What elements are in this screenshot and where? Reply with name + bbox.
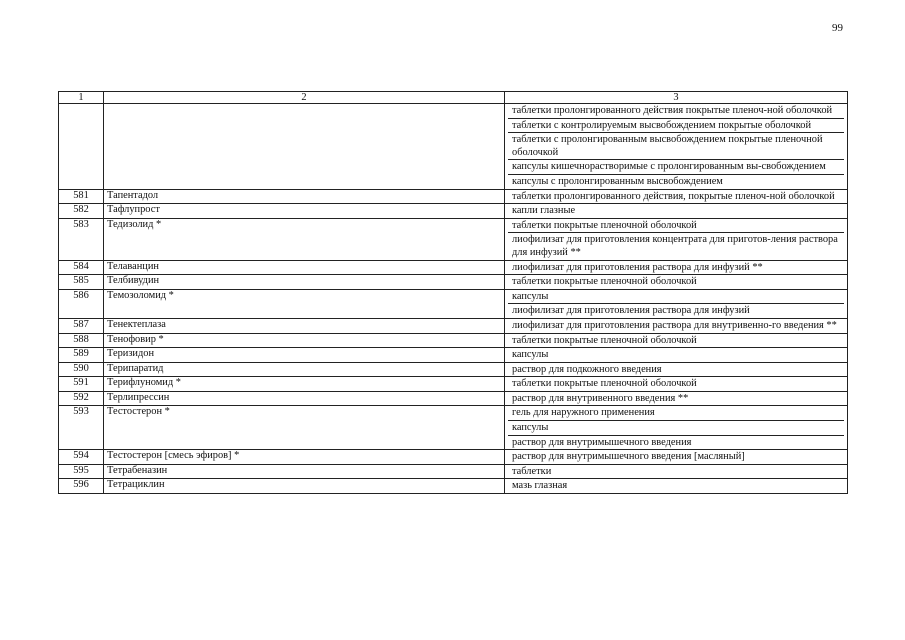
drug-name: Тестостерон * [104, 406, 505, 450]
row-number: 589 [59, 348, 104, 363]
table-row [59, 391, 848, 406]
table-header-row [59, 92, 848, 104]
dosage-forms [505, 104, 848, 190]
row-number: 584 [59, 260, 104, 275]
drug-name [104, 104, 505, 190]
dosage-forms [505, 348, 848, 363]
drug-name: Тестостерон [смесь эфиров] * [104, 450, 505, 465]
table-row [59, 464, 848, 479]
dosage-form: раствор для внутримышечного введения [масляный] [512, 451, 745, 463]
dosage-form: лиофилизат для приготовления концентрата для приготов-ления раствора для инфузий ** [508, 232, 844, 259]
drug-name: Телбивудин [104, 275, 505, 290]
dosage-forms [505, 204, 848, 219]
dosage-forms [505, 377, 848, 392]
table-row [59, 377, 848, 392]
row-number: 592 [59, 391, 104, 406]
dosage-forms [505, 260, 848, 275]
drug-name: Теризидон [104, 348, 505, 363]
row-number: 581 [59, 189, 104, 204]
dosage-form: таблетки покрытые пленочной оболочкой [512, 219, 697, 231]
dosage-form: таблетки с пролонгированным высвобождением покрытые пленочной оболочкой [508, 132, 844, 159]
dosage-forms [505, 275, 848, 290]
dosage-forms [505, 479, 848, 494]
column-header-number: 1 [59, 92, 104, 104]
drug-name: Телаванцин [104, 260, 505, 275]
dosage-forms [505, 289, 848, 318]
dosage-form: таблетки покрытые пленочной оболочкой [512, 276, 697, 288]
row-number: 595 [59, 464, 104, 479]
dosage-forms [505, 406, 848, 450]
dosage-forms [505, 318, 848, 333]
dosage-form: таблетки [512, 465, 552, 477]
dosage-form: гель для наружного применения [512, 407, 655, 419]
drug-name: Тапентадол [104, 189, 505, 204]
table-row [59, 275, 848, 290]
drug-name: Темозоломид * [104, 289, 505, 318]
row-number: 590 [59, 362, 104, 377]
dosage-form: таблетки пролонгированного действия покрытые пленоч-ной оболочкой [512, 105, 833, 116]
table-row [59, 204, 848, 219]
dosage-form: раствор для внутривенного введения ** [512, 392, 689, 404]
row-number: 585 [59, 275, 104, 290]
drug-name: Терлипрессин [104, 391, 505, 406]
table-row [59, 362, 848, 377]
table-row [59, 104, 848, 190]
table-row [59, 218, 848, 260]
column-header-form: 3 [505, 92, 848, 104]
drug-table [58, 91, 848, 494]
drug-name: Терифлуномид * [104, 377, 505, 392]
dosage-form: раствор для подкожного введения [512, 363, 662, 375]
row-number: 594 [59, 450, 104, 465]
dosage-forms [505, 362, 848, 377]
table-row [59, 333, 848, 348]
dosage-form: лиофилизат для приготовления раствора для внутривенно-го введения ** [512, 319, 837, 331]
dosage-form: таблетки пролонгированного действия, покрытые пленоч-ной оболочкой [512, 190, 835, 202]
table-row [59, 260, 848, 275]
table-row [59, 406, 848, 450]
dosage-form: лиофилизат для приготовления раствора для инфузий [508, 303, 844, 318]
table-row [59, 348, 848, 363]
table-row [59, 479, 848, 494]
dosage-form: капсулы [508, 420, 844, 435]
drug-name: Тенофовир * [104, 333, 505, 348]
row-number: 586 [59, 289, 104, 318]
dosage-forms [505, 333, 848, 348]
dosage-form: мазь глазная [512, 480, 568, 492]
dosage-form: раствор для внутримышечного введения [508, 435, 844, 450]
column-header-name: 2 [104, 92, 505, 104]
table-row [59, 318, 848, 333]
drug-name: Тедизолид * [104, 218, 505, 260]
row-number [59, 104, 104, 190]
row-number: 596 [59, 479, 104, 494]
table-row [59, 189, 848, 204]
drug-name: Тетрациклин [104, 479, 505, 494]
row-number: 593 [59, 406, 104, 450]
dosage-form: таблетки покрытые пленочной оболочкой [512, 378, 697, 390]
dosage-form: таблетки с контролируемым высвобождением покрытые оболочкой [508, 118, 844, 133]
table-row [59, 450, 848, 465]
drug-name: Тетрабеназин [104, 464, 505, 479]
table-body [59, 104, 848, 494]
dosage-forms [505, 391, 848, 406]
drug-name: Тафлупрост [104, 204, 505, 219]
dosage-form: капли глазные [512, 205, 576, 217]
dosage-form: таблетки покрытые пленочной оболочкой [512, 334, 697, 346]
row-number: 587 [59, 318, 104, 333]
dosage-form: лиофилизат для приготовления раствора для инфузий ** [512, 261, 763, 273]
dosage-form: капсулы кишечнорастворимые с пролонгированным вы-свобождением [508, 159, 844, 174]
row-number: 583 [59, 218, 104, 260]
dosage-forms [505, 218, 848, 260]
dosage-form: капсулы [512, 349, 549, 361]
page-number: 99 [832, 22, 843, 34]
row-number: 582 [59, 204, 104, 219]
table-row [59, 289, 848, 318]
dosage-form: капсулы с пролонгированным высвобождением [508, 174, 844, 189]
drug-name: Терипаратид [104, 362, 505, 377]
row-number: 591 [59, 377, 104, 392]
dosage-forms [505, 450, 848, 465]
dosage-form: капсулы [512, 290, 549, 302]
dosage-forms [505, 189, 848, 204]
row-number: 588 [59, 333, 104, 348]
drug-name: Тенектеплаза [104, 318, 505, 333]
dosage-forms [505, 464, 848, 479]
